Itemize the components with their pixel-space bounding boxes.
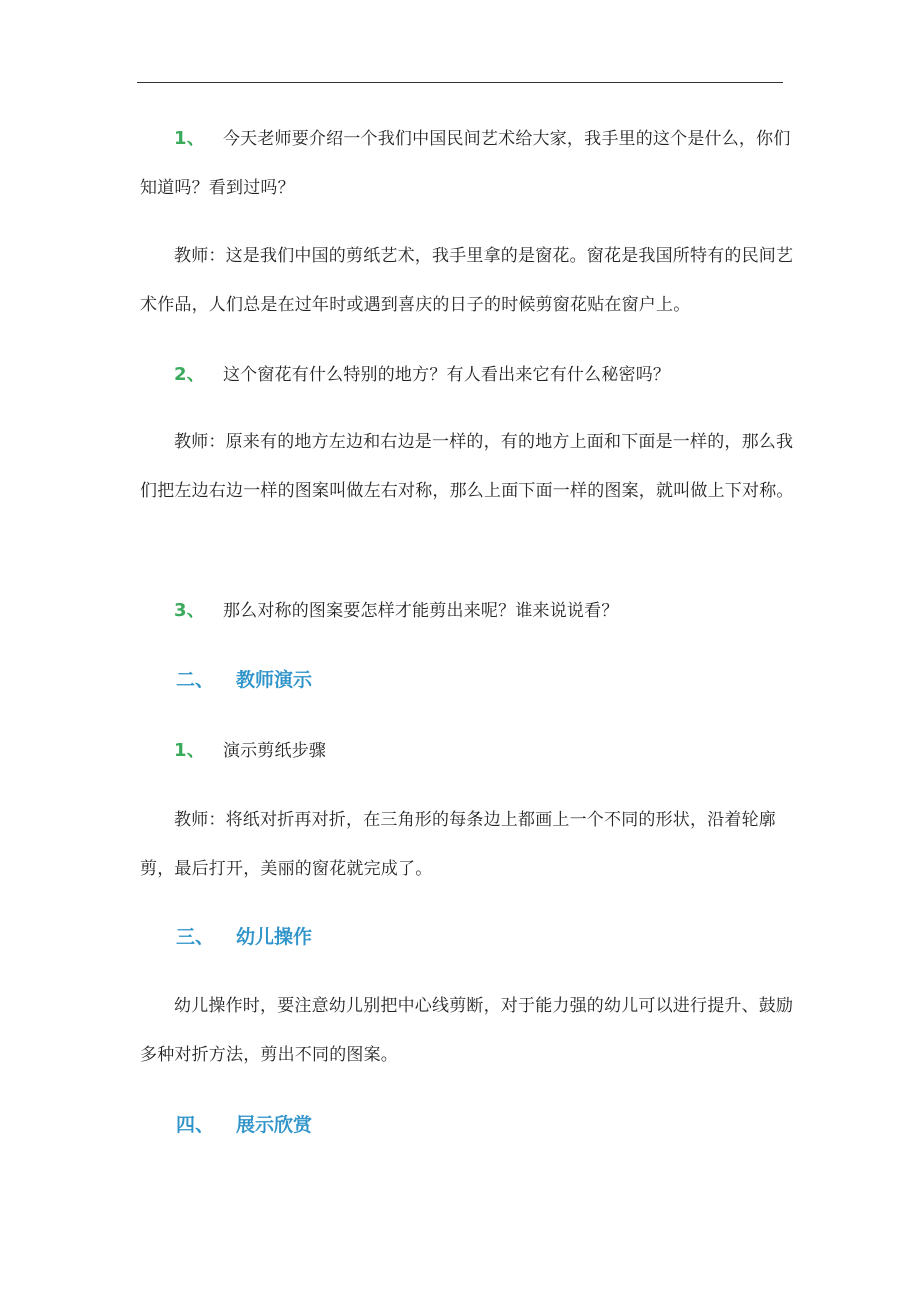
question-1-text: 今天老师要介绍一个我们中国民间艺术给大家，我手里的这个是什么，你们知道吗？看到过吗？ [140,129,791,198]
question-3-text: 那么对称的图案要怎样才能剪出来呢？谁来说说看？ [222,601,619,621]
section-heading-4-title: 展示欣赏 [236,1114,313,1136]
question-1 [140,114,800,213]
section-heading-3-number: 三、 [176,926,215,948]
header-rule [137,82,783,83]
step-1 [140,726,800,776]
section-heading-4 [176,1110,312,1140]
section-heading-4-number: 四、 [176,1114,215,1136]
question-2 [140,350,800,400]
child-operation-text: 幼儿操作时，要注意幼儿别把中心线剪断，对于能力强的幼儿可以进行提升、鼓励多种对折方法，剪出不同的图案。 [140,996,794,1065]
section-heading-3 [176,922,312,952]
section-heading-2-number: 二、 [176,669,215,691]
question-3 [140,586,800,636]
section-heading-2-title: 教师演示 [236,669,313,691]
teacher-answer-1: 教师：这是我们中国的剪纸艺术，我手里拿的是窗花。窗花是我国所特有的民间艺术作品，人们总是在过年时或遇到喜庆的日子的时候剪窗花贴在窗户上。 [140,246,794,315]
section-heading-2 [176,665,312,695]
step-1-text: 演示剪纸步骤 [222,741,327,761]
question-1-number: 1、 [174,128,205,149]
teacher-answer-2: 教师：原来有的地方左边和右边是一样的，有的地方上面和下面是一样的，那么我们把左边右边一样的图案叫做左右对称，那么上面下面一样的图案，就叫做上下对称。 [140,432,794,501]
question-2-text: 这个窗花有什么特别的地方？有人看出来它有什么秘密吗？ [222,365,671,385]
step-1-number: 1、 [174,740,205,761]
teacher-demo-text: 教师：将纸对折再对折，在三角形的每条边上都画上一个不同的形状，沿着轮廓剪，最后打开，美丽的窗花就完成了。 [140,810,776,879]
section-heading-3-title: 幼儿操作 [236,926,313,948]
question-2-number: 2、 [174,364,205,385]
question-3-number: 3、 [174,600,205,621]
